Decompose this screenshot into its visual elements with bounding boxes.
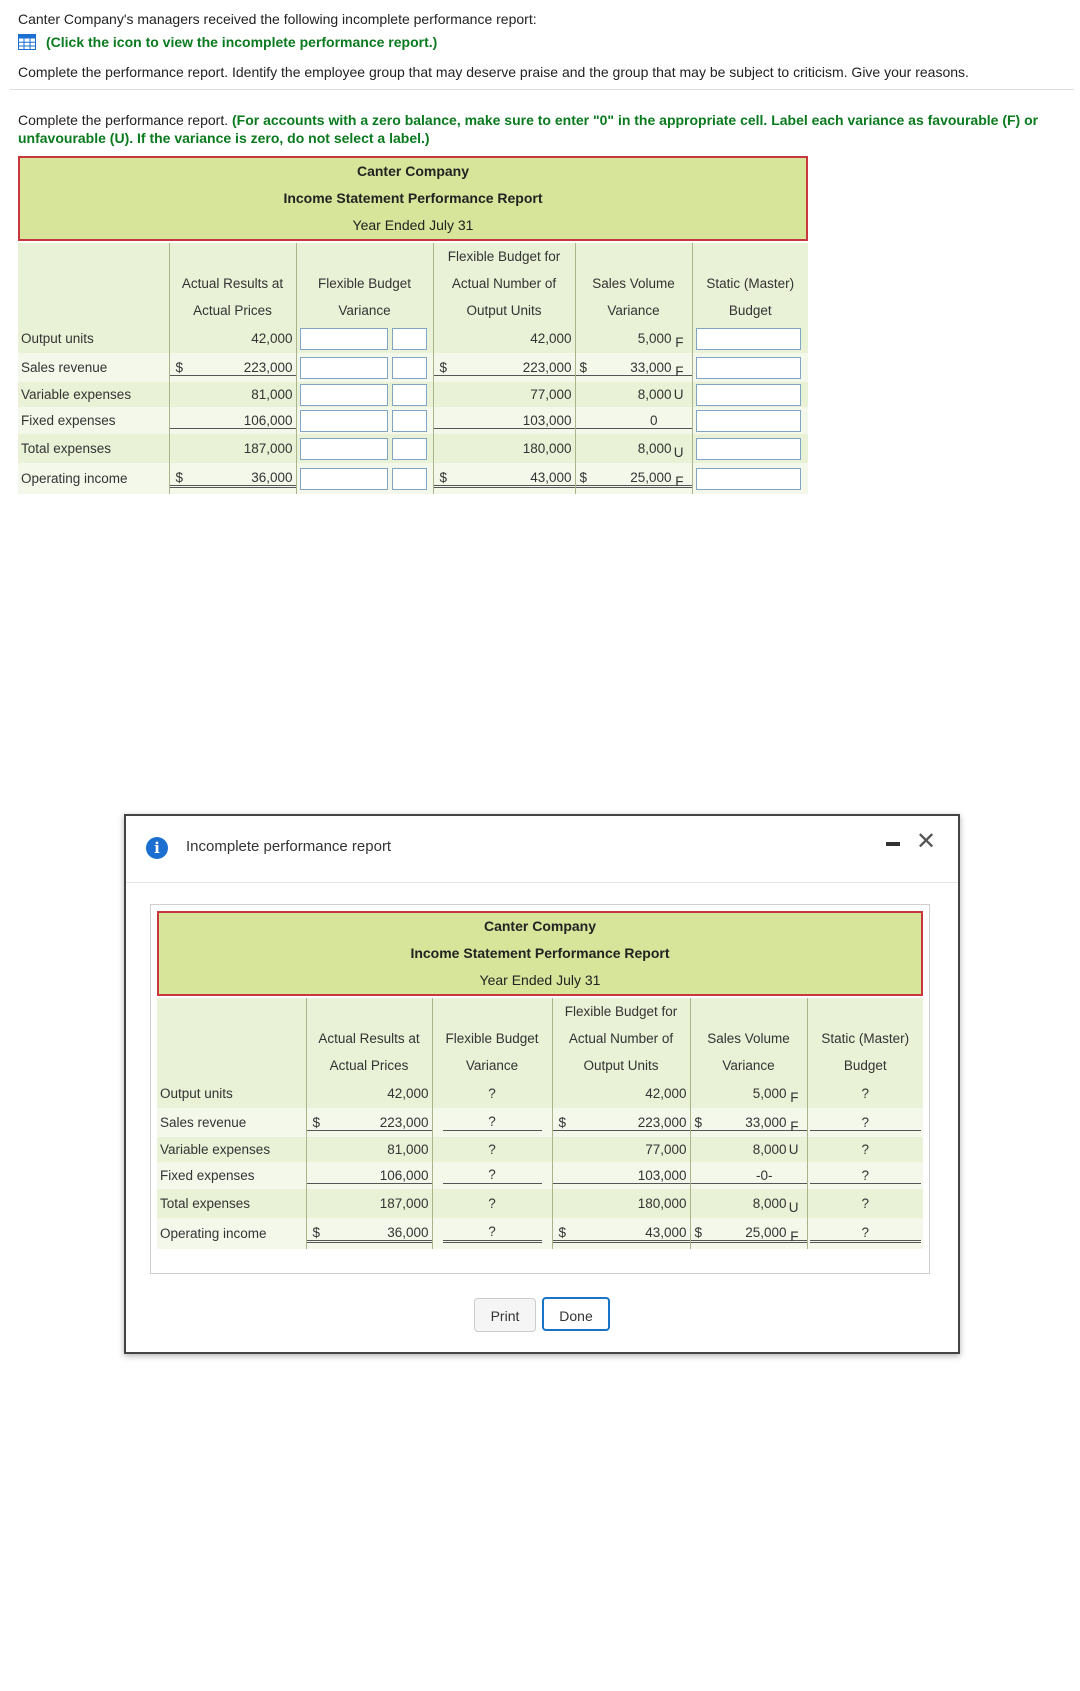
unknown-value: ? [861,1086,869,1101]
flexible-variance-input[interactable] [300,438,388,460]
popup-column-header-row [157,998,923,1079]
row-label: Sales revenue [21,360,108,375]
sales-volume-value: 8,000 [752,1142,787,1157]
flexible-variance-cell [432,1218,552,1249]
variance-label: F [790,1090,799,1105]
flexible-variance-input[interactable] [300,357,388,379]
flexible-budget-value: 77,000 [645,1142,687,1157]
flexible-variance-cell [296,434,433,463]
flexible-budget-value: 180,000 [637,1196,687,1211]
row-label: Variable expenses [21,387,132,402]
popup-report-company: Canter Company [483,918,597,934]
popup-header-flexible-variance: Flexible Budget Variance [432,998,552,1079]
actual-cell [169,463,296,494]
dollar-sign: $ [694,1114,703,1130]
unknown-value: ? [488,1085,496,1101]
popup-report-title: Income Statement Performance Report [410,945,670,961]
dollar-sign: $ [579,359,588,375]
flexible-variance-cell [296,463,433,494]
sales-volume-variance-cell [575,382,692,407]
actual-value: 106,000 [243,412,293,428]
column-header-row [18,243,808,324]
table-row [157,1137,923,1162]
sales-volume-variance-cell [575,463,692,494]
performance-report [18,156,808,494]
flexible-variance-cell [432,1162,552,1189]
sales-volume-value: 8,000 [637,387,672,402]
variance-label: U [788,1142,799,1157]
popup-header-actual: Actual Results at Actual Prices [306,998,432,1079]
sales-volume-value: 8,000 [637,441,672,456]
flexible-budget-value: 180,000 [522,441,572,456]
dollar-sign: $ [175,469,184,485]
variance-label-select[interactable] [392,468,427,490]
sales-volume-value: 25,000 [630,469,672,485]
flexible-variance-input[interactable] [300,328,388,350]
variance-label-select[interactable] [392,438,427,460]
unknown-value: ? [488,1141,496,1157]
actual-value: 36,000 [251,469,293,485]
flexible-budget-cell [433,407,575,434]
flexible-budget-cell [552,1079,690,1108]
sales-volume-variance-cell [690,1108,807,1137]
flexible-budget-value: 77,000 [530,387,572,402]
instruction-green: (For accounts with a zero balance, make sure to enter "0" in the appropriate cell. Label each variance as favourable (F) or unfavourable (U). If the variance is zero, do not select a label.) [18,112,1039,146]
static-budget-input[interactable] [696,438,801,460]
table-row [18,463,808,494]
sales-volume-value: 25,000 [745,1224,787,1240]
actual-value: 187,000 [243,441,293,456]
divider [10,89,1074,90]
table-row [18,353,808,382]
dollar-sign: $ [439,469,448,485]
actual-cell [169,382,296,407]
flexible-budget-value: 43,000 [530,469,572,485]
sales-volume-variance-cell [690,1189,807,1218]
static-budget-input[interactable] [696,384,801,406]
static-budget-cell [692,353,808,382]
sales-volume-variance-cell [690,1079,807,1108]
actual-value: 223,000 [243,359,293,375]
report-table [18,243,808,494]
unknown-value: ? [488,1114,496,1129]
popup-header-static-budget: Static (Master) Budget [807,998,923,1079]
actual-value: 81,000 [387,1142,429,1157]
table-row [157,1218,923,1249]
flexible-variance-cell [296,353,433,382]
info-icon: i [146,837,168,859]
view-report-link[interactable] [18,34,437,50]
actual-cell [306,1108,432,1137]
row-label: Fixed expenses [160,1168,255,1183]
sales-volume-variance-cell [575,434,692,463]
instruction-text [18,111,1058,147]
static-budget-input[interactable] [696,410,801,432]
flexible-variance-input[interactable] [300,384,388,406]
actual-cell [306,1079,432,1108]
flexible-budget-value: 42,000 [530,331,572,346]
variance-label-select[interactable] [392,328,427,350]
dollar-sign: $ [175,359,184,375]
print-button[interactable]: Print [474,1298,536,1332]
table-row [157,1162,923,1189]
variance-label-select[interactable] [392,357,427,379]
actual-cell [169,324,296,353]
header-flexible-variance: Flexible Budget Variance [296,243,433,324]
static-budget-cell [692,324,808,353]
actual-cell [306,1218,432,1249]
sales-volume-value: -0- [756,1167,773,1183]
intro-text: Canter Company's managers received the following incomplete performance report: [18,11,537,27]
row-label: Total expenses [160,1196,251,1211]
dollar-sign: $ [694,1224,703,1240]
static-budget-cell [692,463,808,494]
table-row [157,1079,923,1108]
sales-volume-variance-cell [690,1137,807,1162]
flexible-budget-cell [433,434,575,463]
flexible-variance-cell [432,1137,552,1162]
report-period: Year Ended July 31 [352,217,474,233]
variance-label: F [675,473,684,489]
header-flexible-budget: Flexible Budget for Actual Number of Output Units [433,243,575,324]
table-row [18,382,808,407]
variance-label: F [790,1118,799,1134]
sales-volume-variance-cell [575,324,692,353]
sales-volume-variance-cell [690,1162,807,1189]
actual-value: 81,000 [251,387,293,402]
view-report-link-text[interactable]: (Click the icon to view the incomplete performance report.) [46,34,438,50]
dollar-sign: $ [439,359,448,375]
variance-label: F [675,363,684,379]
static-budget-cell [692,407,808,434]
table-icon[interactable] [18,34,36,50]
actual-cell [169,434,296,463]
flexible-budget-cell [552,1218,690,1249]
header-sales-volume-variance: Sales Volume Variance [575,243,692,324]
actual-value: 106,000 [379,1167,429,1183]
flexible-variance-cell [432,1189,552,1218]
unknown-value: ? [861,1114,869,1130]
popup-header-flexible-budget: Flexible Budget for Actual Number of Output Units [552,998,690,1079]
minimize-icon[interactable] [886,842,900,846]
row-label: Variable expenses [160,1142,271,1157]
actual-value: 223,000 [379,1114,429,1130]
variance-label: U [673,387,684,402]
instruction-plain: Complete the performance report. [18,112,232,128]
row-label: Operating income [160,1226,267,1241]
table-row [18,407,808,434]
dollar-sign: $ [579,469,588,485]
variance-label: U [673,445,684,460]
static-budget-cell [807,1189,923,1218]
header-empty [18,243,169,324]
variance-label: U [788,1200,799,1215]
static-budget-input[interactable] [696,468,801,490]
row-label: Sales revenue [160,1115,247,1130]
row-label: Output units [21,331,94,346]
sales-volume-value: 33,000 [745,1114,787,1130]
row-label: Fixed expenses [21,413,116,428]
static-budget-cell [807,1218,923,1249]
flexible-budget-cell [552,1137,690,1162]
popup-header-empty [157,998,306,1079]
popup-title: Incomplete performance report [186,838,392,855]
flexible-budget-cell [552,1189,690,1218]
sales-volume-variance-cell [575,407,692,434]
variance-label-select[interactable] [392,410,427,432]
flexible-budget-value: 42,000 [645,1086,687,1101]
table-row [157,1189,923,1218]
report-header [18,156,808,241]
row-label: Operating income [21,471,128,486]
actual-value: 187,000 [379,1196,429,1211]
flexible-budget-cell [552,1162,690,1189]
flexible-budget-value: 103,000 [522,412,572,428]
flexible-variance-cell [296,382,433,407]
close-icon[interactable]: ✕ [916,828,937,855]
dollar-sign: $ [558,1224,567,1240]
dollar-sign: $ [558,1114,567,1130]
header-actual: Actual Results at Actual Prices [169,243,296,324]
popup-report-body [157,1079,923,1249]
flexible-variance-input[interactable] [300,410,388,432]
flexible-budget-cell [433,463,575,494]
actual-value: 42,000 [387,1086,429,1101]
header-static-budget: Static (Master) Budget [692,243,808,324]
sales-volume-value: 33,000 [630,359,672,375]
report-popup [124,814,960,1354]
static-budget-cell [807,1162,923,1189]
unknown-value: ? [488,1167,496,1182]
static-budget-cell [692,382,808,407]
flexible-variance-cell [296,407,433,434]
unknown-value: ? [488,1195,496,1211]
actual-cell [169,353,296,382]
variance-label: F [675,335,684,350]
unknown-value: ? [861,1196,869,1211]
question-text: Complete the performance report. Identify the employee group that may deserve praise and the group that may be subject to criticism. Give your reasons. [18,64,969,80]
static-budget-cell [807,1108,923,1137]
flexible-budget-cell [433,382,575,407]
table-row [157,1108,923,1137]
flexible-budget-value: 43,000 [645,1224,687,1240]
flexible-budget-cell [552,1108,690,1137]
variance-label: F [790,1228,799,1244]
flexible-variance-cell [296,324,433,353]
flexible-budget-value: 223,000 [522,359,572,375]
dollar-sign: $ [312,1224,321,1240]
unknown-value: ? [861,1167,869,1183]
report-title: Income Statement Performance Report [283,190,543,206]
sales-volume-variance-cell [690,1218,807,1249]
flexible-budget-cell [433,324,575,353]
actual-cell [306,1162,432,1189]
popup-report [157,911,923,1249]
actual-value: 36,000 [387,1224,429,1240]
actual-cell [169,407,296,434]
static-budget-input[interactable] [696,357,801,379]
report-company: Canter Company [356,163,470,179]
sales-volume-value: 8,000 [752,1196,787,1211]
popup-content [150,904,930,1274]
sales-volume-value: 5,000 [752,1086,787,1101]
sales-volume-value: 0 [649,412,658,428]
flexible-budget-value: 103,000 [637,1167,687,1183]
unknown-value: ? [861,1142,869,1157]
popup-report-period: Year Ended July 31 [479,972,601,988]
static-budget-input[interactable] [696,328,801,350]
table-row [18,434,808,463]
row-label: Output units [160,1086,233,1101]
popup-report-table [157,998,923,1249]
static-budget-cell [692,434,808,463]
done-button[interactable]: Done [542,1297,610,1331]
actual-cell [306,1189,432,1218]
row-label: Total expenses [21,441,112,456]
flexible-variance-cell [432,1079,552,1108]
popup-titlebar [126,816,958,883]
popup-report-header [157,911,923,996]
dollar-sign: $ [312,1114,321,1130]
sales-volume-variance-cell [575,353,692,382]
static-budget-cell [807,1137,923,1162]
variance-label-select[interactable] [392,384,427,406]
flexible-variance-input[interactable] [300,468,388,490]
actual-value: 42,000 [251,331,293,346]
report-body [18,324,808,494]
unknown-value: ? [488,1224,496,1239]
flexible-budget-cell [433,353,575,382]
actual-cell [306,1137,432,1162]
table-row [18,324,808,353]
static-budget-cell [807,1079,923,1108]
sales-volume-value: 5,000 [637,331,672,346]
popup-header-sales-volume-variance: Sales Volume Variance [690,998,807,1079]
unknown-value: ? [861,1224,869,1240]
flexible-variance-cell [432,1108,552,1137]
flexible-budget-value: 223,000 [637,1114,687,1130]
